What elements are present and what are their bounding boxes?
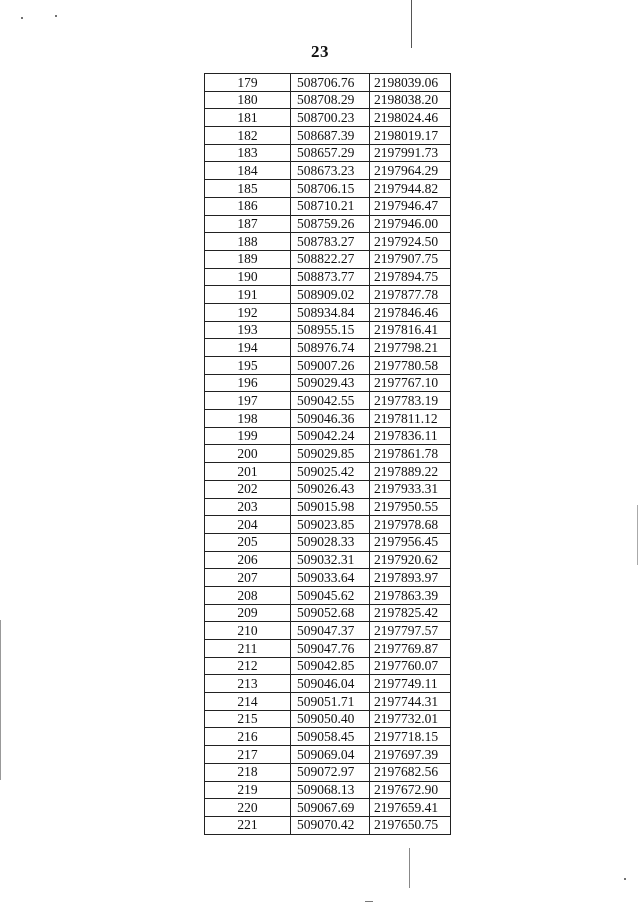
table-row — [205, 728, 451, 746]
y-coordinate-cell: 2197846.46 — [370, 303, 451, 321]
y-coordinate-cell: 2197783.19 — [370, 392, 451, 410]
y-coordinate-cell: 2197946.00 — [370, 215, 451, 233]
y-coordinate-cell: 2197718.15 — [370, 728, 451, 746]
point-number-cell: 185 — [205, 180, 291, 198]
x-coordinate-cell: 509058.45 — [291, 728, 370, 746]
x-coordinate-cell: 509025.42 — [291, 463, 370, 481]
table-row — [205, 551, 451, 569]
y-coordinate-cell: 2198039.06 — [370, 74, 451, 92]
point-number-cell: 201 — [205, 463, 291, 481]
x-coordinate-cell: 509051.71 — [291, 693, 370, 711]
x-coordinate-cell: 509015.98 — [291, 498, 370, 516]
point-number-cell: 199 — [205, 427, 291, 445]
table-row — [205, 339, 451, 357]
x-coordinate-cell: 508673.23 — [291, 162, 370, 180]
x-coordinate-cell: 509046.04 — [291, 675, 370, 693]
table-row — [205, 640, 451, 658]
point-number-cell: 188 — [205, 233, 291, 251]
scan-speck — [55, 15, 57, 17]
point-number-cell: 219 — [205, 781, 291, 799]
y-coordinate-cell: 2198019.17 — [370, 127, 451, 145]
table-row — [205, 622, 451, 640]
y-coordinate-cell: 2198038.20 — [370, 91, 451, 109]
y-coordinate-cell: 2197816.41 — [370, 321, 451, 339]
y-coordinate-cell: 2197877.78 — [370, 286, 451, 304]
y-coordinate-cell: 2197907.75 — [370, 250, 451, 268]
point-number-cell: 186 — [205, 197, 291, 215]
x-coordinate-cell: 508687.39 — [291, 127, 370, 145]
point-number-cell: 210 — [205, 622, 291, 640]
scan-line-left-edge — [0, 620, 1, 780]
x-coordinate-cell: 509072.97 — [291, 763, 370, 781]
table-row — [205, 357, 451, 375]
table-row — [205, 693, 451, 711]
x-coordinate-cell: 509047.76 — [291, 640, 370, 658]
y-coordinate-cell: 2197672.90 — [370, 781, 451, 799]
y-coordinate-cell: 2197760.07 — [370, 657, 451, 675]
y-coordinate-cell: 2197744.31 — [370, 693, 451, 711]
x-coordinate-cell: 508710.21 — [291, 197, 370, 215]
point-number-cell: 205 — [205, 533, 291, 551]
x-coordinate-cell: 509047.37 — [291, 622, 370, 640]
y-coordinate-cell: 2197933.31 — [370, 480, 451, 498]
point-number-cell: 216 — [205, 728, 291, 746]
x-coordinate-cell: 509007.26 — [291, 357, 370, 375]
x-coordinate-cell: 508759.26 — [291, 215, 370, 233]
y-coordinate-cell: 2197697.39 — [370, 746, 451, 764]
point-number-cell: 187 — [205, 215, 291, 233]
point-number-cell: 213 — [205, 675, 291, 693]
y-coordinate-cell: 2197889.22 — [370, 463, 451, 481]
y-coordinate-cell: 2197861.78 — [370, 445, 451, 463]
point-number-cell: 207 — [205, 569, 291, 587]
x-coordinate-cell: 508822.27 — [291, 250, 370, 268]
x-coordinate-cell: 509033.64 — [291, 569, 370, 587]
point-number-cell: 194 — [205, 339, 291, 357]
y-coordinate-cell: 2197836.11 — [370, 427, 451, 445]
table-row — [205, 250, 451, 268]
x-coordinate-cell: 509052.68 — [291, 604, 370, 622]
table-row — [205, 604, 451, 622]
y-coordinate-cell: 2197732.01 — [370, 710, 451, 728]
point-number-cell: 181 — [205, 109, 291, 127]
scan-speck — [624, 878, 626, 880]
x-coordinate-cell: 509068.13 — [291, 781, 370, 799]
table-row — [205, 109, 451, 127]
point-number-cell: 209 — [205, 604, 291, 622]
y-coordinate-cell: 2197924.50 — [370, 233, 451, 251]
y-coordinate-cell: 2197946.47 — [370, 197, 451, 215]
table-row — [205, 710, 451, 728]
point-number-cell: 217 — [205, 746, 291, 764]
x-coordinate-cell: 508909.02 — [291, 286, 370, 304]
y-coordinate-cell: 2197767.10 — [370, 374, 451, 392]
point-number-cell: 180 — [205, 91, 291, 109]
point-number-cell: 220 — [205, 799, 291, 817]
table-row — [205, 516, 451, 534]
x-coordinate-cell: 509023.85 — [291, 516, 370, 534]
x-coordinate-cell: 508706.15 — [291, 180, 370, 198]
point-number-cell: 196 — [205, 374, 291, 392]
table-row — [205, 215, 451, 233]
point-number-cell: 183 — [205, 144, 291, 162]
point-number-cell: 203 — [205, 498, 291, 516]
y-coordinate-cell: 2197894.75 — [370, 268, 451, 286]
point-number-cell: 218 — [205, 763, 291, 781]
point-number-cell: 179 — [205, 74, 291, 92]
table-row — [205, 374, 451, 392]
y-coordinate-cell: 2197769.87 — [370, 640, 451, 658]
table-row — [205, 463, 451, 481]
x-coordinate-cell: 508783.27 — [291, 233, 370, 251]
coordinates-table-body — [205, 74, 451, 835]
point-number-cell: 189 — [205, 250, 291, 268]
point-number-cell: 211 — [205, 640, 291, 658]
x-coordinate-cell: 508873.77 — [291, 268, 370, 286]
point-number-cell: 202 — [205, 480, 291, 498]
point-number-cell: 204 — [205, 516, 291, 534]
x-coordinate-cell: 509042.85 — [291, 657, 370, 675]
table-row — [205, 657, 451, 675]
x-coordinate-cell: 509067.69 — [291, 799, 370, 817]
x-coordinate-cell: 508976.74 — [291, 339, 370, 357]
table-row — [205, 799, 451, 817]
table-row — [205, 91, 451, 109]
x-coordinate-cell: 509029.85 — [291, 445, 370, 463]
y-coordinate-cell: 2197780.58 — [370, 357, 451, 375]
table-row — [205, 586, 451, 604]
y-coordinate-cell: 2197659.41 — [370, 799, 451, 817]
coordinates-table — [204, 73, 451, 835]
x-coordinate-cell: 508955.15 — [291, 321, 370, 339]
point-number-cell: 198 — [205, 410, 291, 428]
page-number: 23 — [311, 42, 329, 61]
y-coordinate-cell: 2197920.62 — [370, 551, 451, 569]
point-number-cell: 182 — [205, 127, 291, 145]
y-coordinate-cell: 2197956.45 — [370, 533, 451, 551]
x-coordinate-cell: 509032.31 — [291, 551, 370, 569]
table-row — [205, 410, 451, 428]
y-coordinate-cell: 2197797.57 — [370, 622, 451, 640]
x-coordinate-cell: 509028.33 — [291, 533, 370, 551]
point-number-cell: 192 — [205, 303, 291, 321]
point-number-cell: 191 — [205, 286, 291, 304]
table-row — [205, 144, 451, 162]
y-coordinate-cell: 2197978.68 — [370, 516, 451, 534]
point-number-cell: 214 — [205, 693, 291, 711]
x-coordinate-cell: 508708.29 — [291, 91, 370, 109]
table-row — [205, 303, 451, 321]
point-number-cell: 190 — [205, 268, 291, 286]
x-coordinate-cell: 508700.23 — [291, 109, 370, 127]
point-number-cell: 193 — [205, 321, 291, 339]
x-coordinate-cell: 509070.42 — [291, 816, 370, 834]
x-coordinate-cell: 509026.43 — [291, 480, 370, 498]
y-coordinate-cell: 2197863.39 — [370, 586, 451, 604]
table-row — [205, 268, 451, 286]
x-coordinate-cell: 509050.40 — [291, 710, 370, 728]
x-coordinate-cell: 508657.29 — [291, 144, 370, 162]
x-coordinate-cell: 509046.36 — [291, 410, 370, 428]
y-coordinate-cell: 2197749.11 — [370, 675, 451, 693]
y-coordinate-cell: 2197950.55 — [370, 498, 451, 516]
table-row — [205, 233, 451, 251]
scan-speck — [21, 17, 23, 19]
table-row — [205, 180, 451, 198]
x-coordinate-cell: 509029.43 — [291, 374, 370, 392]
y-coordinate-cell: 2197682.56 — [370, 763, 451, 781]
x-coordinate-cell: 509042.55 — [291, 392, 370, 410]
y-coordinate-cell: 2197650.75 — [370, 816, 451, 834]
table-row — [205, 746, 451, 764]
y-coordinate-cell: 2197964.29 — [370, 162, 451, 180]
y-coordinate-cell: 2197811.12 — [370, 410, 451, 428]
point-number-cell: 212 — [205, 657, 291, 675]
y-coordinate-cell: 2197991.73 — [370, 144, 451, 162]
table-row — [205, 675, 451, 693]
y-coordinate-cell: 2198024.46 — [370, 109, 451, 127]
scan-line-top — [411, 0, 412, 48]
scan-mark-bottom — [365, 901, 373, 902]
table-row — [205, 533, 451, 551]
table-row — [205, 392, 451, 410]
point-number-cell: 197 — [205, 392, 291, 410]
point-number-cell: 200 — [205, 445, 291, 463]
point-number-cell: 184 — [205, 162, 291, 180]
y-coordinate-cell: 2197825.42 — [370, 604, 451, 622]
x-coordinate-cell: 509042.24 — [291, 427, 370, 445]
point-number-cell: 221 — [205, 816, 291, 834]
table-row — [205, 816, 451, 834]
table-row — [205, 74, 451, 92]
table-row — [205, 498, 451, 516]
table-row — [205, 445, 451, 463]
table-row — [205, 162, 451, 180]
table-row — [205, 569, 451, 587]
table-row — [205, 321, 451, 339]
scan-line-bottom — [409, 848, 410, 888]
table-row — [205, 127, 451, 145]
point-number-cell: 215 — [205, 710, 291, 728]
x-coordinate-cell: 509045.62 — [291, 586, 370, 604]
x-coordinate-cell: 508706.76 — [291, 74, 370, 92]
table-row — [205, 763, 451, 781]
table-row — [205, 286, 451, 304]
table-row — [205, 197, 451, 215]
table-row — [205, 480, 451, 498]
x-coordinate-cell: 509069.04 — [291, 746, 370, 764]
y-coordinate-cell: 2197893.97 — [370, 569, 451, 587]
point-number-cell: 195 — [205, 357, 291, 375]
point-number-cell: 208 — [205, 586, 291, 604]
table-row — [205, 427, 451, 445]
y-coordinate-cell: 2197798.21 — [370, 339, 451, 357]
scan-line-right-edge — [637, 505, 638, 565]
point-number-cell: 206 — [205, 551, 291, 569]
table-row — [205, 781, 451, 799]
y-coordinate-cell: 2197944.82 — [370, 180, 451, 198]
x-coordinate-cell: 508934.84 — [291, 303, 370, 321]
